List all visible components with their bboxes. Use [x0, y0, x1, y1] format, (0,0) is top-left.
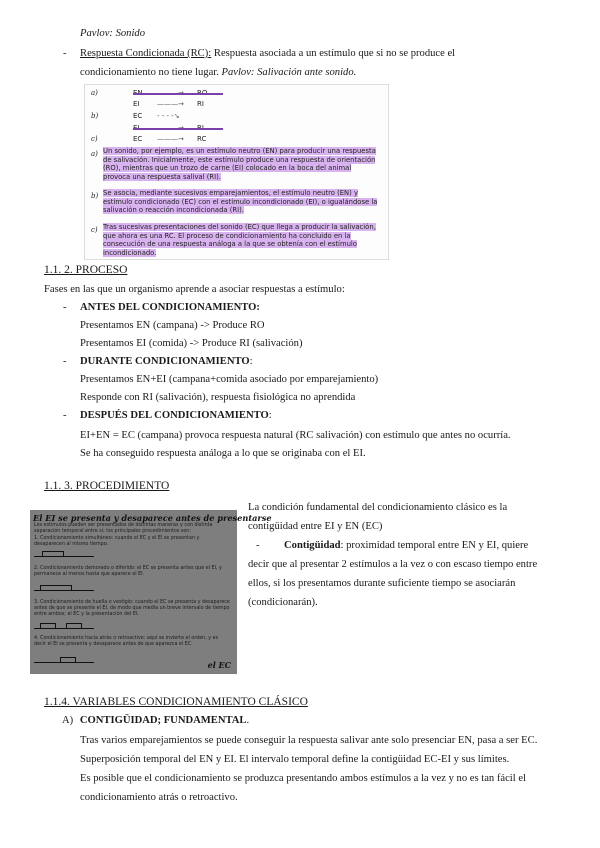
arrow-2: ———→: [157, 100, 184, 108]
figure2-item-3: 3. Condicionamiento de huella o vestigio: cuando el EC se presenta y desaparece antes de que se presente el EI, de modo que media un breve intervalo de tiempo entre ambos; el EC y la presentación del EI.: [34, 600, 230, 617]
durante-title-text: DURANTE CONDICIONAMIENTO: [80, 356, 250, 367]
rc-definition-line-1: [63, 46, 456, 62]
section-heading-proceso: 1.1. 2. PROCESO: [44, 264, 128, 276]
highlight-strike: [133, 128, 223, 130]
row-ri: RI: [197, 100, 204, 108]
durante-colon: :: [249, 356, 253, 367]
timing-pulse: [60, 657, 76, 663]
timing-pulse: [40, 585, 72, 591]
variables-line-3: Es posible que el condicionamiento se produzca presentando ambos estímulos a la vez y no es tan fácil el: [80, 773, 526, 784]
row-ec-c: EC: [133, 135, 143, 143]
timing-pulse: [66, 623, 82, 629]
despues-colon: :: [268, 410, 272, 421]
rc-definition-line-2: [80, 65, 356, 81]
rc-term: Respuesta Condicionada (RC):: [80, 48, 212, 59]
figure2-caption: el EC: [207, 660, 231, 670]
procedimiento-line-1: La condición fundamental del condicionamiento clásico es la: [248, 502, 508, 513]
figure2-item-2: 2. Condicionamiento demorado o diferido: el EC se presenta antes que el EI, y permanece al menos hasta que aparece el EI.: [34, 566, 222, 577]
figure-label-c: c): [91, 135, 98, 143]
variables-line-4: condicionamiento atrás o retroactivo.: [80, 792, 238, 803]
figure-label-b: b): [91, 112, 99, 120]
despues-line-1: EI+EN = EC (campana) provoca respuesta natural (RC salivación) con estímulo que antes no ocurría.: [80, 430, 511, 441]
durante-line-1: Presentamos EN+EI (campana+comida asociado por emparejamiento): [80, 374, 379, 385]
para-label-c: c): [91, 226, 98, 234]
procedimiento-line-2: contigüidad entre EI y EN (EC): [248, 521, 383, 532]
despues-title-text: DESPUÉS DEL CONDICIONAMIENTO: [80, 410, 269, 421]
highlight-strike: [133, 93, 223, 95]
figure-label-a: a): [91, 89, 98, 97]
figure2-title: El EI se presenta y desaparece antes de presentarse: [33, 513, 272, 523]
despues-title: [63, 408, 272, 424]
proceso-intro: Fases en las que un organismo aprende a asociar respuestas a estímulo:: [44, 284, 345, 295]
timing-pulse: [40, 623, 56, 629]
paragraph-c-text: Tras sucesivas presentaciones del sonido (EC) que llega a producir la salivación, que ahora es una RC. El proceso de condicionamiento ha concluido en la consecución de una respuesta análoga a la que se obtenía con el estímulo incondicionado.: [103, 223, 376, 257]
rc-def-text-2: condicionamiento no tiene lugar.: [80, 67, 222, 78]
antes-title: [63, 300, 260, 316]
contiguidad-def: : proximidad temporal entre EN y EI, quiere: [340, 540, 529, 551]
paragraph-b-text: Se asocia, mediante sucesivos emparejamientos, el estímulo neutro (EN) y estímulo condicionado (EC) con el estímulo incondicionado (EI), o igualándose la salivación o reacción incondicionada (RI).: [103, 189, 378, 215]
variables-line-2: Superposición temporal del EN y EI. El intervalo temporal define la contigüidad EC-EI y sus límites.: [80, 754, 510, 765]
pavlov-note: Pavlov: Sonido: [80, 28, 146, 39]
bullet-dash: -: [63, 302, 67, 313]
section-heading-variables: 1.1.4. VARIABLES CONDICIONAMIENTO CLÁSICO: [44, 696, 308, 708]
arrow-3: - - - -↘: [157, 112, 180, 120]
contiguidad-term: Contigüidad: [284, 540, 341, 551]
pavlov-diagram-figure: [84, 84, 389, 260]
variable-a-prefix: A): [62, 715, 74, 726]
durante-line-2: Responde con RI (salivación), respuesta fisiológica no aprendida: [80, 392, 356, 403]
row-ei: EI: [133, 100, 140, 108]
figure2-item-4: 4. Condicionamiento hacia atrás o retroactivo: aquí se invierte el orden, y es decir el EI se presenta y desaparece antes de que aparezca el EC.: [34, 636, 219, 647]
durante-title: [63, 354, 253, 370]
conditioning-procedures-figure: [30, 510, 272, 674]
arrow-5: ———→: [157, 135, 184, 143]
figure2-intro: Los estímulos pueden ser presentados de distintas maneras y con distinta separación temporal entre sí; los principales procedimientos son:: [34, 523, 213, 534]
paragraph-a: [103, 147, 379, 181]
paragraph-c: [103, 223, 379, 257]
para-label-b: b): [91, 192, 99, 200]
bullet-dash: -: [256, 540, 260, 551]
procedimiento-line-4: decir que al presentar 2 estímulos a la vez o con escaso tiempo entre: [248, 559, 538, 570]
despues-line-2: Se ha conseguido respuesta análoga a lo que se originaba con el EI.: [80, 448, 366, 459]
section-heading-procedimiento: 1.1. 3. PROCEDIMIENTO: [44, 480, 170, 492]
timing-pulse: [42, 551, 64, 557]
variable-a-title-text: CONTIGÜIDAD; FUNDAMENTAL: [79, 715, 247, 726]
contiguidad-line: [256, 538, 529, 554]
figure2-item-1: 1. Condicionamiento simultáneo: cuando el EC y el EI se presentan y desaparecen al mismo tiempo.: [34, 536, 200, 547]
variable-a-title: [62, 713, 249, 729]
variables-line-1: Tras varios emparejamientos se puede conseguir la respuesta salivar ante solo presenciar EN, pasa a ser EC.: [80, 735, 538, 746]
bullet-dash: -: [63, 356, 67, 367]
bullet-dash: -: [63, 48, 67, 59]
row-ec: EC: [133, 112, 143, 120]
bullet-dash: -: [63, 410, 67, 421]
paragraph-a-text: Un sonido, por ejemplo, es un estímulo neutro (EN) para producir una respuesta de salivación. Inicialmente, este estímulo produce una respuesta de orientación (RO), mientras que un trozo de carne (EI) colocado en la boca del animal provoca una respuesta salival (RI).: [103, 147, 376, 181]
antes-title-text: ANTES DEL CONDICIONAMIENTO:: [80, 302, 260, 313]
rc-example: Pavlov: Salivación ante sonido.: [221, 67, 357, 78]
paragraph-b: [103, 189, 379, 215]
row-rc: RC: [197, 135, 207, 143]
variable-a-dot: .: [246, 715, 250, 726]
antes-line-2: Presentamos EI (comida) -> Produce RI (salivación): [80, 338, 303, 349]
para-label-a: a): [91, 150, 98, 158]
procedimiento-line-6: (condicionarán).: [248, 597, 318, 608]
procedimiento-line-5: ellos, si los presentamos durante suficiente tiempo se asociarán: [248, 578, 516, 589]
rc-def-text: Respuesta asociada a un estímulo que si no se produce el: [211, 48, 456, 59]
antes-line-1: Presentamos EN (campana) -> Produce RO: [80, 320, 265, 331]
